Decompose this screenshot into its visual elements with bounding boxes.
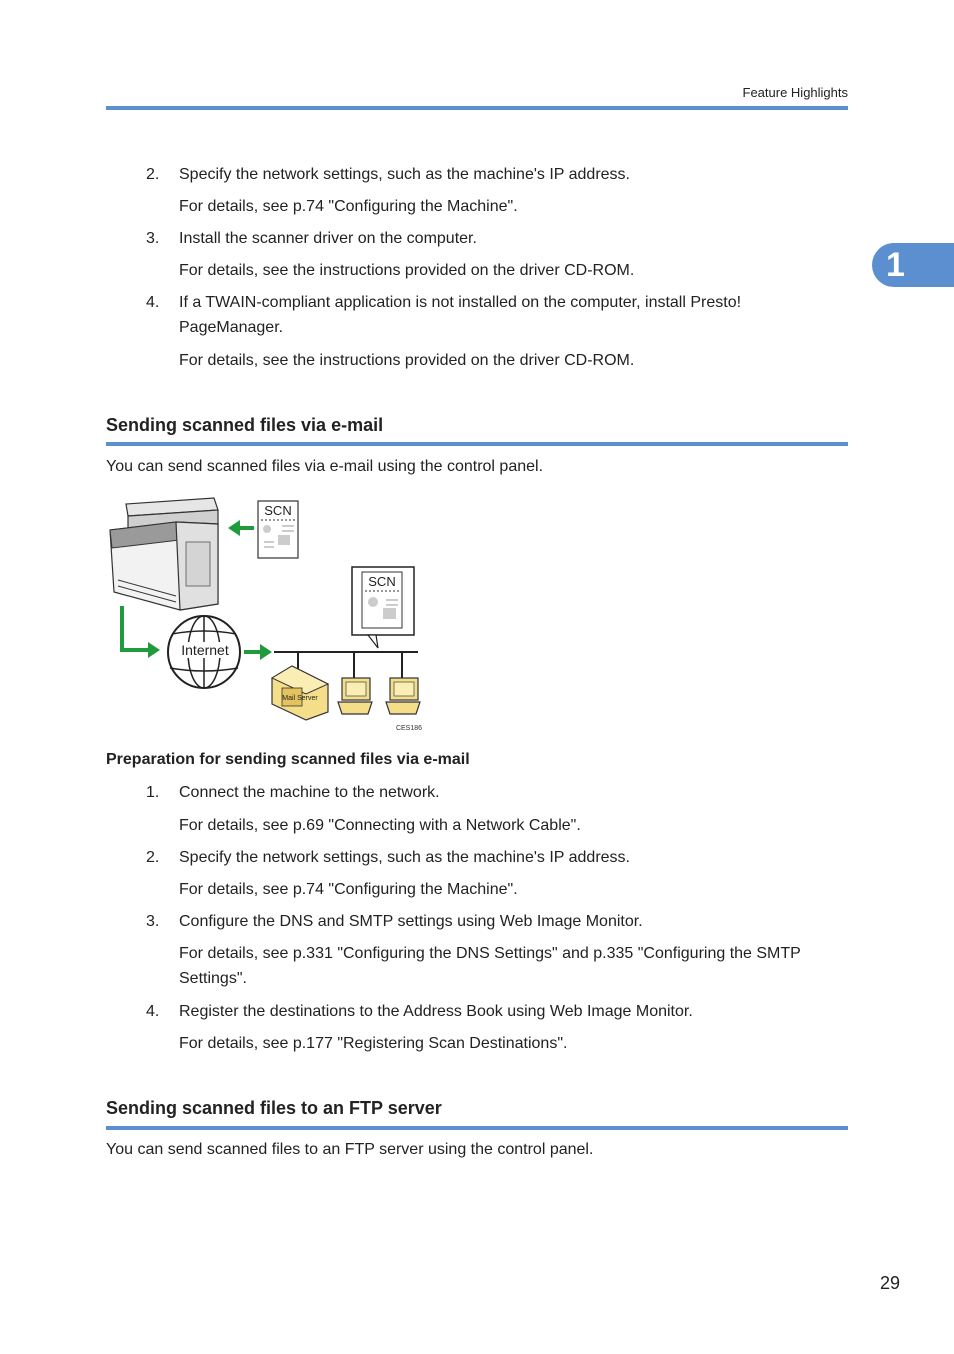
scan-document-icon xyxy=(258,501,298,558)
list-item-detail: For details, see p.69 "Connecting with a Network Cable". xyxy=(179,817,581,834)
prep-heading: Preparation for sending scanned files via e-mail xyxy=(106,751,470,768)
section-intro: You can send scanned files to an FTP server using the control panel. xyxy=(106,1141,594,1158)
list-item-text: If a TWAIN-compliant application is not installed on the computer, install Presto! xyxy=(179,294,742,311)
running-header: Feature Highlights xyxy=(742,85,848,100)
list-item-detail: For details, see the instructions provided on the driver CD-ROM. xyxy=(179,262,635,279)
chapter-tab: 1 xyxy=(872,243,954,287)
section-heading-email: Sending scanned files via e-mail xyxy=(106,415,384,435)
list-number: 3. xyxy=(146,913,160,930)
list-item-text: Specify the network settings, such as the machine's IP address. xyxy=(179,849,630,866)
arrow-right-icon xyxy=(244,644,272,660)
list-number: 2. xyxy=(146,849,160,866)
list-number: 4. xyxy=(146,294,160,311)
figure-code: CES186 xyxy=(395,725,423,732)
scan-document-callout-icon xyxy=(352,567,414,648)
list-item-detail: For details, see p.74 "Configuring the Machine". xyxy=(179,198,518,215)
list-item-text: Connect the machine to the network. xyxy=(179,784,440,801)
list-item-text: Configure the DNS and SMTP settings using Web Image Monitor. xyxy=(179,913,643,930)
computer-icon xyxy=(338,678,372,714)
mail-server-icon xyxy=(272,666,328,720)
list-item-text: Specify the network settings, such as the machine's IP address. xyxy=(179,166,630,183)
arrow-down-right-icon xyxy=(122,606,160,658)
internet-label: Internet xyxy=(181,642,229,658)
list-number: 3. xyxy=(146,230,160,247)
list-item-detail: For details, see p.331 "Configuring the DNS Settings" and p.335 "Configuring the SMTP xyxy=(179,945,801,962)
list-item-detail: For details, see p.177 "Registering Scan Destinations". xyxy=(179,1035,568,1052)
section-intro: You can send scanned files via e-mail using the control panel. xyxy=(106,458,544,475)
list-item-text: Install the scanner driver on the computer. xyxy=(179,230,477,247)
list-item-text: Register the destinations to the Address Book using Web Image Monitor. xyxy=(179,1003,693,1020)
internet-globe-icon xyxy=(168,616,240,688)
header-rule xyxy=(106,106,848,110)
list-number: 4. xyxy=(146,1003,160,1020)
list-item-text-cont: PageManager. xyxy=(179,319,284,336)
scan-label-1: SCN xyxy=(264,503,292,518)
list-number: 2. xyxy=(146,166,160,183)
section-heading-ftp: Sending scanned files to an FTP server xyxy=(106,1098,442,1118)
scan-email-figure xyxy=(106,492,436,737)
scan-label-2: SCN xyxy=(368,574,396,589)
page-number: 29 xyxy=(879,1273,900,1293)
section-rule xyxy=(106,442,848,446)
section-rule xyxy=(106,1126,848,1130)
list-item-detail: For details, see the instructions provided on the driver CD-ROM. xyxy=(179,352,635,369)
arrow-left-icon xyxy=(228,520,254,536)
list-item-detail: For details, see p.74 "Configuring the Machine". xyxy=(179,881,518,898)
computer-icon xyxy=(386,678,420,714)
list-number: 1. xyxy=(146,784,160,801)
printer-icon xyxy=(110,498,218,610)
list-item-detail-cont: Settings". xyxy=(179,970,247,987)
mail-server-label: Mail Server xyxy=(282,695,318,702)
